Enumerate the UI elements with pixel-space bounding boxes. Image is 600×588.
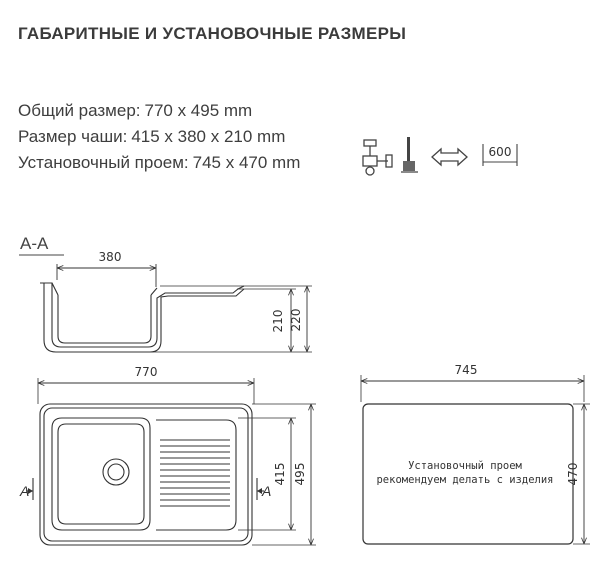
cutout-note-line1: Установочный проем [408,460,522,472]
cutout-width-dim: 745 [454,363,478,377]
section-label: A-A [20,234,49,253]
spec-label: Общий размер: [18,101,141,120]
bowl-width-dim: 380 [98,250,122,264]
cutout-note-line2: рекомендуем делать с изделия [376,474,554,486]
overall-depth-dim: 495 [293,462,307,486]
double-arrow-icon [432,149,467,165]
cutout-depth-dim: 470 [566,462,580,486]
spec-value: 745 x 470 mm [192,153,301,172]
spec-label: Размер чаши: [18,127,128,146]
page-title: ГАБАРИТНЫЕ И УСТАНОВОЧНЫЕ РАЗМЕРЫ [18,24,407,43]
siphon-icon [363,140,392,175]
section-marker-right-label: A [262,483,272,499]
sink-plan [40,404,252,545]
drainboard-grooves [160,440,230,506]
spec-value: 415 x 380 x 210 mm [131,127,286,146]
bowl-length-dim: 415 [273,462,287,486]
mixer-icon [401,137,418,172]
section-profile [40,283,244,352]
total-depth-dim: 220 [289,308,303,332]
overall-width-dim: 770 [134,365,158,379]
spec-value: 770 x 495 mm [144,101,253,120]
bowl-depth-dim: 210 [271,309,285,333]
section-marker-left-label: A [20,483,30,499]
cabinet-width-label: 600 [488,145,512,159]
spec-label: Установочный проем: [18,153,189,172]
